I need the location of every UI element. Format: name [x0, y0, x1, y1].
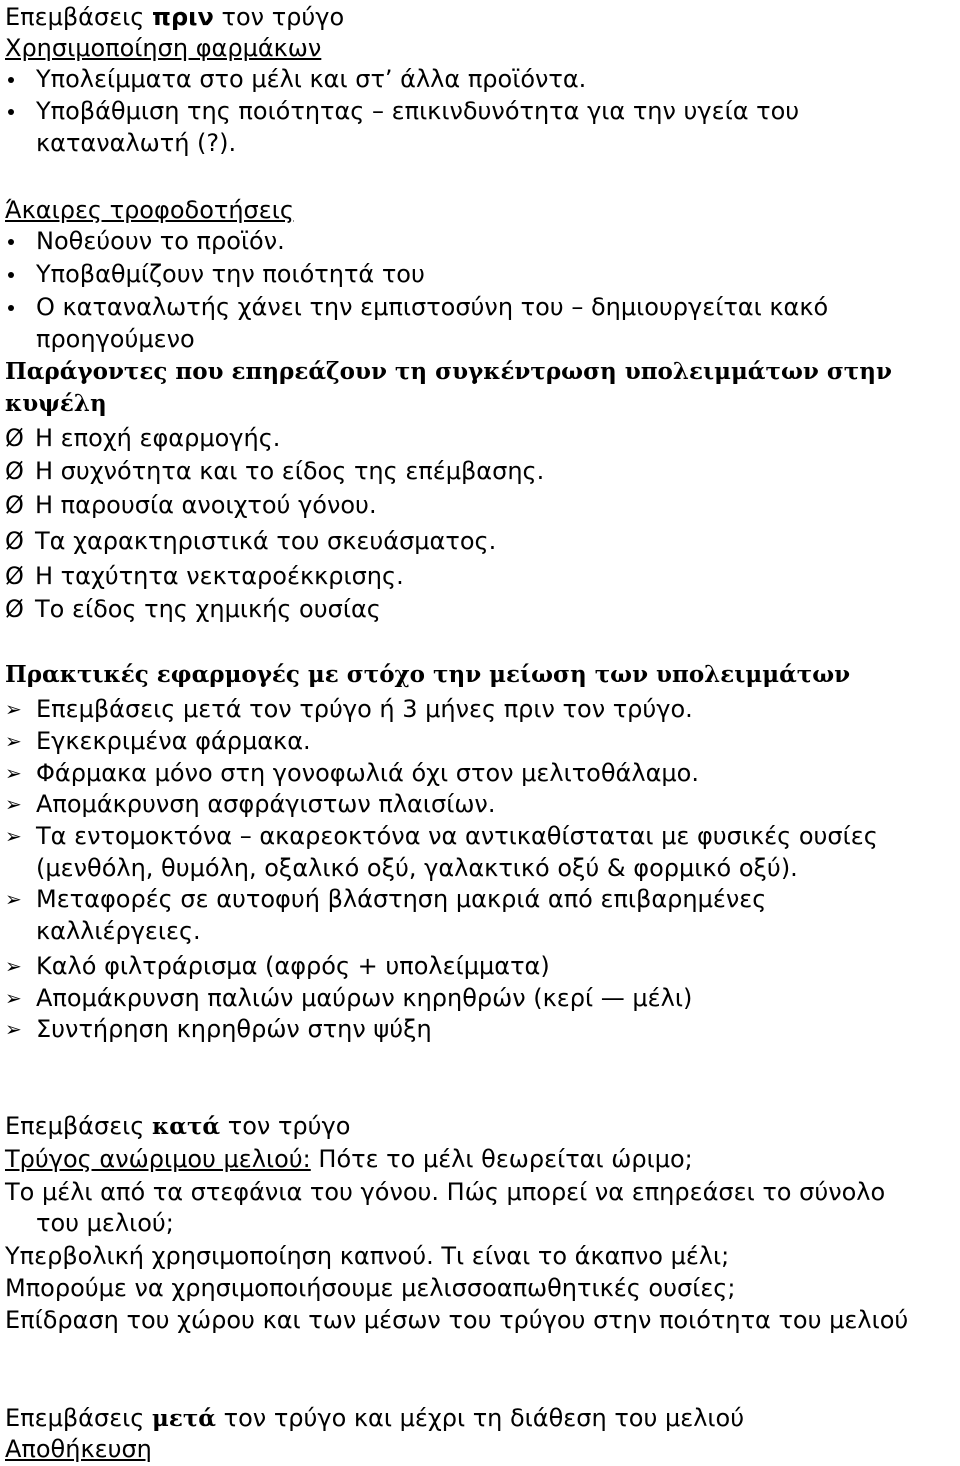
- list-item: Η συχνότητα και το είδος της επέμβασης.: [35, 457, 545, 485]
- list-item: Απομάκρυνση παλιών μαύρων κηρηθρών (κερί — μέλι): [36, 984, 693, 1012]
- arrow-bullet-icon: ➢: [5, 697, 22, 721]
- bullet-icon: [8, 109, 14, 115]
- bullet-icon: [8, 239, 14, 245]
- subheading-drug-use: Χρησιμοποίηση φαρμάκων: [5, 34, 322, 62]
- list-item-continuation: (μενθόλη, θυμόλη, οξαλικό οξύ, γαλακτικό οξύ & φορμικό οξύ).: [36, 854, 798, 882]
- paragraph-line: Μπορούμε να χρησιμοποιήσουμε μελισσοαπωθητικές ουσίες;: [5, 1274, 736, 1302]
- bullet-icon: [8, 272, 14, 278]
- section-title-before-harvest: Επεμβάσεις πριν τον τρύγο: [5, 3, 345, 31]
- list-item: Συντήρηση κηρηθρών στην ψύξη: [36, 1015, 432, 1043]
- bullet-icon: [8, 77, 14, 83]
- arrow-bullet-icon: ➢: [5, 1017, 22, 1041]
- list-item: Η ταχύτητα νεκταροέκκρισης.: [35, 562, 404, 590]
- list-item: Νοθεύουν το προϊόν.: [36, 227, 285, 255]
- arrow-bullet-icon: ➢: [5, 954, 22, 978]
- list-item: Η εποχή εφαρμογής.: [35, 424, 281, 452]
- list-item: Εγκεκριμένα φάρμακα.: [36, 727, 311, 755]
- paragraph-line: του μελιού;: [36, 1209, 174, 1237]
- arrow-bullet-icon: ➢: [5, 824, 22, 848]
- section-title-after-harvest: Επεμβάσεις μετά τον τρύγο και μέχρι τη διάθεση του μελιού: [5, 1404, 745, 1432]
- marker-icon: Ø: [5, 595, 24, 623]
- list-item-continuation: καλλιέργειες.: [36, 917, 201, 945]
- heading-residue-factors-cont: κυψέλη: [5, 390, 107, 417]
- marker-icon: Ø: [5, 424, 24, 452]
- list-item: Μεταφορές σε αυτοφυή βλάστηση μακριά από επιβαρημένες: [36, 885, 767, 913]
- list-item-continuation: προηγούμενο: [36, 325, 195, 353]
- heading-residue-factors: Παράγοντες που επηρεάζουν τη συγκέντρωση υπολειμμάτων στην: [5, 358, 892, 385]
- list-item: Υπολείμματα στο μέλι και στ’ άλλα προϊόντα.: [36, 65, 587, 93]
- list-item: Απομάκρυνση ασφράγιστων πλαισίων.: [36, 790, 496, 818]
- subheading-untimely-feeding: Άκαιρες τροφοδοτήσεις: [5, 196, 294, 224]
- paragraph-line: Τρύγος ανώριμου μελιού: Πότε το μέλι θεωρείται ώριμο;: [5, 1145, 693, 1173]
- heading-practical-applications: Πρακτικές εφαρμογές με στόχο την μείωση των υπολειμμάτων: [5, 661, 851, 688]
- paragraph-line: Το μέλι από τα στεφάνια του γόνου. Πώς μπορεί να επηρεάσει το σύνολο: [5, 1178, 886, 1206]
- list-item-continuation: καταναλωτή (?).: [36, 129, 237, 157]
- arrow-bullet-icon: ➢: [5, 792, 22, 816]
- list-item: Υποβαθμίζουν την ποιότητά του: [36, 260, 425, 288]
- arrow-bullet-icon: ➢: [5, 729, 22, 753]
- paragraph-line: Επίδραση του χώρου και των μέσων του τρύγου στην ποιότητα του μελιού: [5, 1306, 909, 1334]
- arrow-bullet-icon: ➢: [5, 887, 22, 911]
- list-item: Ο καταναλωτής χάνει την εμπιστοσύνη του – δημιουργείται κακό: [36, 293, 829, 321]
- list-item: Φάρμακα μόνο στη γονοφωλιά όχι στον μελιτοθάλαμο.: [36, 759, 699, 787]
- list-item: Καλό φιλτράρισμα (αφρός + υπολείμματα): [36, 952, 550, 980]
- marker-icon: Ø: [5, 491, 24, 519]
- list-item: Τα χαρακτηριστικά του σκευάσματος.: [35, 527, 497, 555]
- subheading-storage: Αποθήκευση: [5, 1435, 152, 1463]
- list-item: Τα εντομοκτόνα – ακαρεοκτόνα να αντικαθίσταται με φυσικές ουσίες: [36, 822, 878, 850]
- arrow-bullet-icon: ➢: [5, 761, 22, 785]
- list-item: Επεμβάσεις μετά τον τρύγο ή 3 μήνες πριν τον τρύγο.: [36, 695, 693, 723]
- marker-icon: Ø: [5, 527, 24, 555]
- bullet-icon: [8, 305, 14, 311]
- list-item: Υποβάθμιση της ποιότητας – επικινδυνότητα για την υγεία του: [36, 97, 800, 125]
- paragraph-line: Υπερβολική χρησιμοποίηση καπνού. Τι είναι το άκαπνο μέλι;: [5, 1242, 730, 1270]
- list-item: Η παρουσία ανοιχτού γόνου.: [35, 491, 377, 519]
- arrow-bullet-icon: ➢: [5, 986, 22, 1010]
- section-title-during-harvest: Επεμβάσεις κατά τον τρύγο: [5, 1112, 351, 1140]
- marker-icon: Ø: [5, 457, 24, 485]
- marker-icon: Ø: [5, 562, 24, 590]
- list-item: Το είδος της χημικής ουσίας: [35, 595, 381, 623]
